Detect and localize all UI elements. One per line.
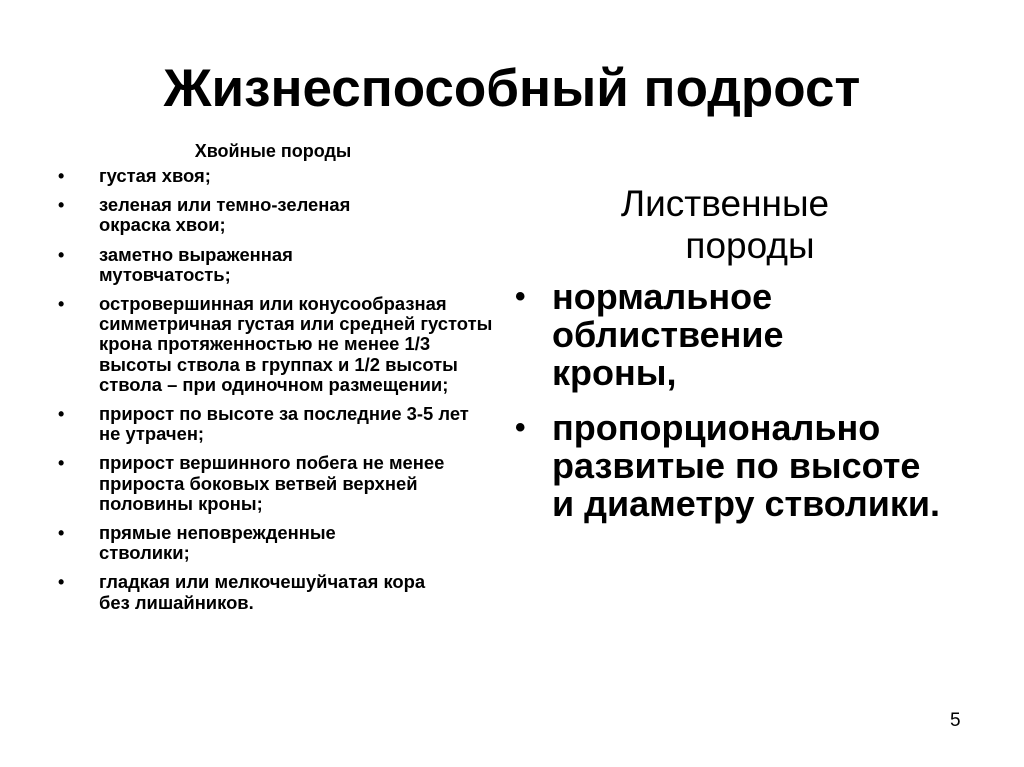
deciduous-heading-line2: породы bbox=[685, 225, 815, 266]
list-item bbox=[53, 294, 503, 395]
list-item-text: островершинная или конусообразная симметричная густая или средней густоты крона протяженностью не менее 1/3 высоты ствола в группах и 1/2 высоты ствола – при одиночном размещении; bbox=[99, 293, 493, 395]
list-item-text: нормальное облиствение кроны, bbox=[552, 276, 784, 393]
list-item-text: пропорционально развитые по высоте и диаметру стволики. bbox=[552, 407, 941, 524]
list-item bbox=[53, 195, 503, 235]
bullet-icon: • bbox=[58, 244, 65, 265]
bullet-icon: • bbox=[515, 280, 526, 313]
slide-title: Жизнеспособный подрост bbox=[163, 59, 861, 118]
list-item bbox=[505, 409, 975, 523]
deciduous-heading bbox=[505, 183, 945, 267]
bullet-icon: • bbox=[58, 195, 65, 216]
list-item-text: прямые неповрежденные стволики; bbox=[99, 522, 336, 564]
list-item bbox=[53, 453, 503, 514]
bullet-icon: • bbox=[58, 572, 65, 593]
list-item-text: густая хвоя; bbox=[99, 165, 211, 186]
page-number: 5 bbox=[950, 710, 961, 731]
bullet-icon: • bbox=[515, 411, 526, 444]
list-item bbox=[53, 404, 503, 444]
deciduous-heading-line1: Лиственные bbox=[620, 183, 830, 224]
list-item bbox=[53, 166, 503, 186]
list-item-text: прирост по высоте за последние 3-5 лет не утрачен; bbox=[99, 403, 469, 445]
list-item-text: зеленая или темно-зеленая окраска хвои; bbox=[99, 194, 351, 236]
conifer-criteria-list bbox=[53, 166, 503, 613]
bullet-icon: • bbox=[58, 294, 65, 315]
bullet-icon: • bbox=[58, 166, 65, 186]
bullet-icon: • bbox=[58, 523, 65, 544]
list-item bbox=[505, 278, 975, 392]
list-item-text: прирост вершинного побега не менее прироста боковых ветвей верхней половины кроны; bbox=[99, 452, 445, 514]
list-item-text: гладкая или мелкочешуйчатая кора без лишайников. bbox=[99, 571, 426, 613]
bullet-icon: • bbox=[58, 404, 65, 425]
deciduous-column bbox=[505, 183, 975, 540]
deciduous-criteria-list bbox=[505, 278, 975, 523]
list-item bbox=[53, 523, 503, 563]
conifer-column bbox=[53, 140, 503, 622]
conifer-heading: Хвойные породы bbox=[194, 141, 352, 161]
list-item bbox=[53, 572, 503, 612]
list-item bbox=[53, 245, 503, 285]
bullet-icon: • bbox=[58, 453, 65, 474]
list-item-text: заметно выраженная мутовчатость; bbox=[99, 243, 293, 285]
